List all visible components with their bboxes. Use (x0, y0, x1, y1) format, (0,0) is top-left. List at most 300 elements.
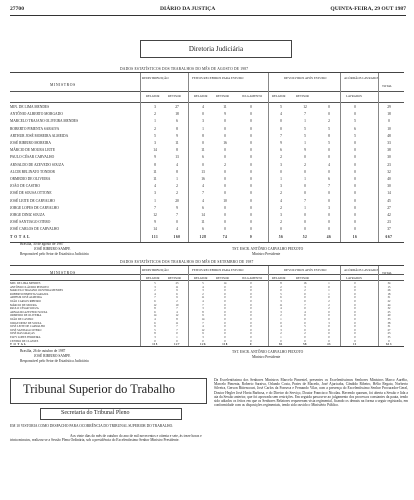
table-cell: 0 (280, 289, 282, 293)
table-cell: 6 (154, 310, 156, 314)
table-cell: 4 (202, 198, 204, 203)
table-cell: 12 (175, 314, 179, 318)
table-cell: 8 (176, 126, 178, 131)
table-cell: 9 (176, 133, 178, 138)
table-cell: 0 (154, 339, 156, 343)
table-cell: 2 (280, 220, 282, 225)
table-cell: 1 (328, 292, 330, 296)
table-cell: 3 (328, 321, 330, 325)
table-cell: 0 (249, 234, 253, 239)
table-cell: 9 (176, 289, 178, 293)
table-cell: 3 (154, 285, 156, 289)
table-cell: 6 (176, 119, 178, 124)
table-cell: 4 (202, 285, 204, 289)
table-cell: 44 (387, 303, 391, 307)
table-cell: 0 (354, 318, 356, 321)
table-row (10, 162, 404, 169)
table-cell: 38 (387, 321, 391, 325)
table-row (10, 140, 404, 147)
group-header-judgments: ACÓRDÃOS LAVRADOS (344, 268, 380, 272)
sub-header: REVISOR (296, 276, 309, 280)
minister-name: JOÃO CARLOS RIBEIRO (10, 300, 41, 303)
table-cell: 0 (304, 292, 306, 296)
table-cell: 0 (280, 339, 282, 343)
table-cell: 0 (250, 310, 252, 314)
table-cell: 0 (354, 184, 356, 189)
section-title: Secretaria do Tribunal Pleno (61, 410, 130, 416)
table-cell: 14 (223, 282, 227, 285)
minister-name: JOÃO DE CASTRO (10, 184, 40, 189)
sub-header: RELATOR (146, 276, 160, 280)
table-cell: 56 (278, 234, 284, 239)
table-cell: 30 (387, 155, 391, 160)
group-header-redistribution: REDISTRIBUIÇÃO (142, 76, 169, 80)
table-title: DADOS ESTATÍSTICOS DOS TRABALHOS DO MÊS DE SETEMBRO DE 1987 (120, 260, 254, 264)
table-cell: 4 (202, 300, 204, 303)
table-cell: 0 (250, 220, 252, 225)
table-cell: 0 (250, 112, 252, 117)
table-cell: 0 (250, 325, 252, 329)
table-cell: 1 (328, 289, 330, 293)
table-cell: 3 (280, 184, 282, 189)
table-cell: 4 (280, 112, 282, 117)
table-cell: 0 (250, 169, 252, 174)
table-cell: 0 (280, 119, 282, 124)
table-cell: 2 (280, 314, 282, 318)
table-cell: 16 (201, 177, 205, 181)
table-cell: 5 (154, 282, 156, 285)
minister-name: JOSÉ LEITE DE CARVALHO (10, 198, 55, 203)
ministers-column-header: MINISTROS (50, 271, 76, 275)
group-header-judgments: ACÓRDÃOS LAVRADOS (344, 76, 380, 80)
table-cell: 0 (224, 339, 226, 343)
table-cell: 0 (224, 126, 226, 131)
table-cell: 0 (250, 289, 252, 293)
table-cell: 25 (387, 310, 391, 314)
table-cell: 27 (387, 328, 391, 332)
table-cell: 6 (280, 148, 282, 153)
table-cell: 0 (224, 205, 226, 210)
column-divider (188, 266, 189, 346)
table-cell: 3 (154, 141, 156, 145)
publication-date: QUINTA-FEIRA, 29 OUT 1987 (330, 6, 406, 12)
table-cell: 6 (280, 296, 282, 300)
signature-left-name: JOSÉ RIBEIRO SAMPE (34, 247, 71, 251)
table-cell: 1 (280, 177, 282, 181)
table-cell: 11 (175, 321, 179, 325)
signature-left-name: JOSÉ RIBEIRO SAMPE (34, 354, 71, 358)
minister-name: ROBERTO PIMENTA SARAIVA (10, 292, 49, 296)
table-cell: 0 (224, 177, 226, 181)
sub-header: JULGAMENTO (242, 276, 263, 280)
sub-header: RELATOR (194, 94, 208, 98)
minister-name: ARTHUR JOSÉ ALMEIDA (10, 296, 42, 300)
group-header-total: TOTAL (382, 84, 393, 88)
sub-header: JULGAMENTO (242, 94, 263, 98)
minister-name: JOSÉ SANTIAGO OTERO (10, 220, 51, 225)
table-cell: 0 (250, 126, 252, 131)
table-cell: 18 (387, 292, 391, 296)
table-cell: 4 (280, 307, 282, 311)
signature-left-role: Responsável pelo Setor de Estatística Judiciária (20, 252, 89, 256)
table-cell: 6 (154, 300, 156, 303)
table-cell: 11 (201, 148, 205, 153)
table-cell: 0 (224, 310, 226, 314)
page-number: 27700 (10, 6, 24, 12)
table-cell: 0 (354, 314, 356, 318)
page-header (10, 5, 406, 16)
table-cell: 0 (224, 314, 226, 318)
table-cell: 0 (224, 296, 226, 300)
table-cell: 0 (304, 191, 306, 196)
group-header-returned: DEVOLVIDOS APÓS ESTUDO (284, 76, 327, 80)
minister-name: MÁRCIO DE MOURA (10, 303, 37, 307)
table-cell: 7 (176, 307, 178, 311)
table-cell: 20 (175, 198, 179, 203)
table-cell: 0 (328, 332, 330, 336)
table-cell: 3 (280, 213, 282, 217)
table-cell: 11 (153, 169, 157, 174)
table-cell: 16 (223, 141, 227, 145)
table-cell: 1 (202, 126, 204, 131)
table-cell: 11 (175, 141, 179, 145)
sub-header: RELATOR (272, 276, 286, 280)
table-cell: 0 (250, 184, 252, 189)
table-cell: 8 (328, 133, 330, 138)
table-row (10, 169, 404, 176)
table-cell: 2 (328, 119, 330, 124)
table-cell: 2 (154, 112, 156, 117)
table-cell: 0 (250, 303, 252, 307)
table-cell: 6 (176, 292, 178, 296)
table-cell: 0 (304, 155, 306, 160)
minister-name: JOSÉ SANTIAGO OTERO (10, 328, 42, 332)
minister-name: MIN. DE LIMA MENDES (10, 282, 41, 285)
table-cell: 3 (202, 307, 204, 311)
column-divider (268, 73, 269, 242)
table-cell: 0 (176, 339, 178, 343)
table-cell: 42 (387, 213, 391, 217)
table-cell: 4 (154, 292, 156, 296)
table-cell: 5 (280, 105, 282, 109)
table-cell: 1 (304, 141, 306, 145)
minister-name: JOSÉ DAS GRAÇAS (10, 332, 35, 336)
minister-name: JORGE DINIZ DE SOUZA (10, 321, 42, 325)
table-row (10, 154, 404, 161)
table-cell: 0 (250, 332, 252, 336)
table-cell: 0 (224, 220, 226, 225)
table-cell: 12 (153, 303, 157, 307)
table-cell: 0 (250, 205, 252, 210)
table-cell: 0 (328, 105, 330, 109)
table-cell: 46 (326, 234, 332, 239)
table-cell: 4 (176, 227, 178, 232)
table-cell: 0 (328, 336, 330, 339)
minister-name: ORMEDIO DE OLIVEIRA (10, 314, 42, 318)
table-row (10, 212, 404, 219)
table-cell: 7 (154, 296, 156, 300)
table-cell: 22 (387, 300, 391, 303)
table-cell: 0 (328, 325, 330, 329)
table-cell: 5 (154, 328, 156, 332)
table-cell: 6 (202, 205, 204, 210)
table-row (10, 219, 404, 226)
table-cell: 8 (176, 169, 178, 174)
table-cell: 667 (385, 234, 393, 239)
column-divider (188, 73, 189, 242)
table-cell: 0 (224, 155, 226, 160)
table-cell: 0 (354, 310, 356, 314)
table-row (10, 176, 404, 183)
minister-name: ARTHUR JOSÉ MOREIRA ALMEIDA (10, 133, 69, 138)
directorate-title: Diretoria Judiciária (188, 45, 244, 53)
group-header-total: TOTAL (382, 271, 393, 275)
table-cell: 0 (354, 336, 356, 339)
table-cell: 1 (280, 336, 282, 339)
table-cell: 0 (224, 321, 226, 325)
table-cell: 0 (354, 227, 356, 232)
table-cell: 613 (386, 343, 392, 347)
tribunal-paragraph-1: EM 10 VISTORIA COMO DESPACHO PARA OCORRÊNCIA DO TRIBUNAL SUPERIOR DO TRABALHO. (10, 424, 174, 428)
table-cell: 4 (202, 105, 204, 109)
table-row (10, 118, 404, 125)
minister-name: ROBERTO PIMENTA SARAIVA (10, 126, 60, 131)
table-cell: 0 (304, 307, 306, 311)
table-cell: 5 (328, 141, 330, 145)
table-cell: 8 (202, 310, 204, 314)
table-cell: 1 (304, 205, 306, 210)
sub-header: RELATOR (194, 276, 208, 280)
table-cell: 0 (280, 227, 282, 232)
minister-name: JOSÉ RIBEIRO MOREIRA (10, 141, 51, 145)
table-cell: 0 (250, 141, 252, 145)
table-cell: 0 (304, 336, 306, 339)
table-cell: 0 (202, 112, 204, 117)
table-cell: 23 (387, 162, 391, 167)
table-cell: 4 (304, 310, 306, 314)
sub-header: LAVRADOS (346, 276, 362, 280)
table-cell: 33 (387, 318, 391, 321)
table-cell: 0 (328, 328, 330, 332)
table-cell: 0 (354, 328, 356, 332)
table-cell: 12 (201, 328, 205, 332)
table-cell: 58 (303, 343, 307, 347)
table-cell: 2 (176, 300, 178, 303)
table-cell: 1 (154, 198, 156, 203)
minister-name: ANTÔNIO ALBERTO MORGADO (10, 112, 63, 117)
table-cell: 6 (202, 155, 204, 160)
table-cell: 0 (224, 300, 226, 303)
group-header-redistribution: REDISTRIBUIÇÃO (142, 268, 169, 272)
table-cell: 0 (250, 198, 252, 203)
table-cell: 4 (176, 162, 178, 167)
signature-left-place: Brasília, 26 de outubro de 1987 (20, 349, 66, 353)
table-cell: 0 (354, 296, 356, 300)
table-cell: 0 (328, 155, 330, 160)
minister-name: ARNALDO AZEVEDO SOUZA (10, 310, 48, 314)
table-cell: 0 (354, 148, 356, 153)
table-row (10, 133, 404, 140)
sub-header: REVISOR (168, 276, 181, 280)
table-cell: 0 (354, 155, 356, 160)
sub-header: REVISOR (216, 94, 229, 98)
table-cell: 0 (250, 119, 252, 124)
sub-header: RELATOR (272, 94, 286, 98)
table-cell: 2 (280, 332, 282, 336)
table-cell: 7 (304, 303, 306, 307)
table-cell: 3 (202, 336, 204, 339)
table-cell: 0 (250, 155, 252, 160)
table-cell: 0 (224, 336, 226, 339)
table-cell: 0 (328, 339, 330, 343)
section-title-box (40, 408, 182, 420)
sub-header: RELATOR (146, 94, 160, 98)
table-cell: 0 (354, 285, 356, 289)
table-cell: 2 (280, 285, 282, 289)
table-cell: 8 (154, 162, 156, 167)
table-cell: 11 (279, 303, 283, 307)
table-cell: 2 (202, 292, 204, 296)
table-cell: 0 (250, 191, 252, 196)
sub-header: REVISOR (216, 276, 229, 280)
table-cell: 0 (202, 339, 204, 343)
table-cell: 0 (280, 169, 282, 174)
table-cell: 8 (202, 133, 204, 138)
table-cell: 0 (304, 213, 306, 217)
table-title: DADOS ESTATÍSTICOS DOS TRABALHOS DO MÊS DE AGOSTO DE 1987 (120, 67, 249, 71)
group-header-received: FEITOS RECEBIDOS PARA ESTUDO (192, 76, 244, 80)
table-cell: 0 (304, 184, 306, 189)
table-cell: 7 (304, 112, 306, 117)
column-divider (340, 266, 341, 346)
table-cell: 0 (250, 318, 252, 321)
table-cell: 2 (328, 307, 330, 311)
table-cell: 0 (224, 213, 226, 217)
signature-right-name: TST. ESCR. ANTÔNIO CARVALHO PEIXOTO (232, 247, 304, 251)
minister-name: JORGE LOPES DE CARVALHO (10, 205, 59, 210)
table-cell: 3 (304, 285, 306, 289)
table-cell: 0 (224, 119, 226, 124)
signature-left-place: Brasília, 30 de agosto de 1987 (20, 242, 64, 246)
table-cell: 10 (223, 198, 227, 203)
group-header-received: FEITOS RECEBIDOS PARA ESTUDO (192, 268, 244, 272)
tribunal-title: Tribunal Superior do Trabalho (23, 382, 175, 396)
table-cell: 9 (304, 148, 306, 153)
table-cell: 9 (176, 296, 178, 300)
table-cell: 9 (202, 332, 204, 336)
table-cell: 0 (328, 148, 330, 153)
table-cell: 0 (304, 169, 306, 174)
table-cell: 7 (202, 303, 204, 307)
table-cell: 11 (201, 220, 205, 225)
table-cell: 0 (250, 213, 252, 217)
table-cell: 0 (354, 205, 356, 210)
table-cell: 0 (304, 318, 306, 321)
table-cell: 0 (354, 177, 356, 181)
minister-name: ORMEDIO DE OLIVEIRA (10, 177, 51, 181)
table-cell: 3 (202, 119, 204, 124)
table-cell: 5 (304, 133, 306, 138)
column-divider (378, 73, 379, 242)
table-row (10, 183, 404, 190)
table-cell: 7 (154, 205, 156, 210)
table-cell: 0 (224, 227, 226, 232)
table-cell: 9 (280, 141, 282, 145)
table-cell: 0 (224, 285, 226, 289)
table-cell: 5 (328, 126, 330, 131)
table-cell: 8 (154, 307, 156, 311)
table-cell: 34 (387, 282, 391, 285)
table-cell: 40 (387, 314, 391, 318)
table-cell: 0 (354, 339, 356, 343)
column-divider (140, 73, 141, 242)
table-cell: 43 (327, 343, 331, 347)
table-cell: 0 (224, 303, 226, 307)
table-cell: 0 (328, 296, 330, 300)
table-cell: 2 (154, 126, 156, 131)
table-cell: 0 (354, 213, 356, 217)
table-cell: 3 (280, 310, 282, 314)
table-cell: 126 (200, 343, 206, 347)
table-cell: 37 (387, 227, 391, 232)
table-cell: 0 (354, 198, 356, 203)
table-cell: 111 (151, 234, 159, 239)
table-cell: 4 (202, 184, 204, 189)
minister-name: PAULO CÉSAR SOUZA (10, 307, 39, 311)
table-cell: 0 (176, 220, 178, 225)
table-cell: 5 (202, 282, 204, 285)
table-cell: 1 (176, 336, 178, 339)
table-cell: 14 (387, 191, 391, 196)
table-cell: 5 (354, 133, 356, 138)
table-cell: 0 (250, 282, 252, 285)
table-cell: 9 (224, 112, 226, 117)
table-cell: 0 (328, 220, 330, 225)
session-minutes-text: Da Excelentíssima dos Senhores Ministros Marcelo Pimentel, presentes os Excelentíssimos Senhores Ministros Marco Aurélio, Marcelo Pimenta, Roberto Saraiva, Orlando Costa, Prates de Macedo, José Ajuricaba, Cândido Ribeiro, Hélio Regato, Norberto Silveira, Gerson Bittencourt, José Carlos da Fonseca e Fernando Vilar, com a presença do Excelentíssimo Senhor Procurador-Geral, Doutor Hegler José Horta Barbosa, e do Diretor do Serviço, Doutor Francisco Nicolau. Havendo quorum, foi aberta a Sessão e lida a ata da Sessão anterior, que foi aprovada sem restrições. Em seguida passou-se ao julgamento dos processos constantes da pauta, tendo sido adiados os feitos em que os Senhores Relatores requereram vista regimental, ficando os demais na forma a seguir registrada, em conformidade com as disposições regimentais, tendo sido ouvido o Ministério Público. (214, 378, 408, 408)
table-total-row (10, 234, 404, 241)
table-row (10, 205, 404, 212)
table-cell: 2 (280, 155, 282, 160)
table-cell: 0 (304, 220, 306, 225)
table-cell: 3 (280, 162, 282, 167)
group-header-returned: DEVOLVIDOS APÓS ESTUDO (284, 268, 327, 272)
table-cell: 35 (387, 336, 391, 339)
table-cell: 1 (304, 177, 306, 181)
sub-header: LAVRADOS (346, 94, 362, 98)
table-cell: 6 (202, 227, 204, 232)
table-cell: 0 (250, 162, 252, 167)
table-cell: 2 (176, 184, 178, 189)
table-cell: 32 (387, 307, 391, 311)
table-cell: 0 (304, 300, 306, 303)
table-cell: 0 (328, 310, 330, 314)
table-cell: 8 (176, 148, 178, 153)
table-cell: 2 (304, 289, 306, 293)
table-cell: 11 (201, 296, 205, 300)
table-cell: 9 (202, 314, 204, 318)
table-row (10, 111, 404, 118)
table-cell: 2 (154, 289, 156, 293)
table-cell: 74 (222, 234, 228, 239)
table-cell: 0 (250, 133, 252, 138)
table-row (10, 190, 404, 197)
table-row (10, 147, 404, 154)
table-cell: 14 (153, 148, 157, 153)
table-cell: 45 (387, 198, 391, 203)
table-cell: 0 (224, 133, 226, 138)
minister-name: JOSÉ LEITE DE CARVALHO (10, 325, 45, 329)
minister-name: CENTRO DE CLASSES (10, 339, 39, 343)
